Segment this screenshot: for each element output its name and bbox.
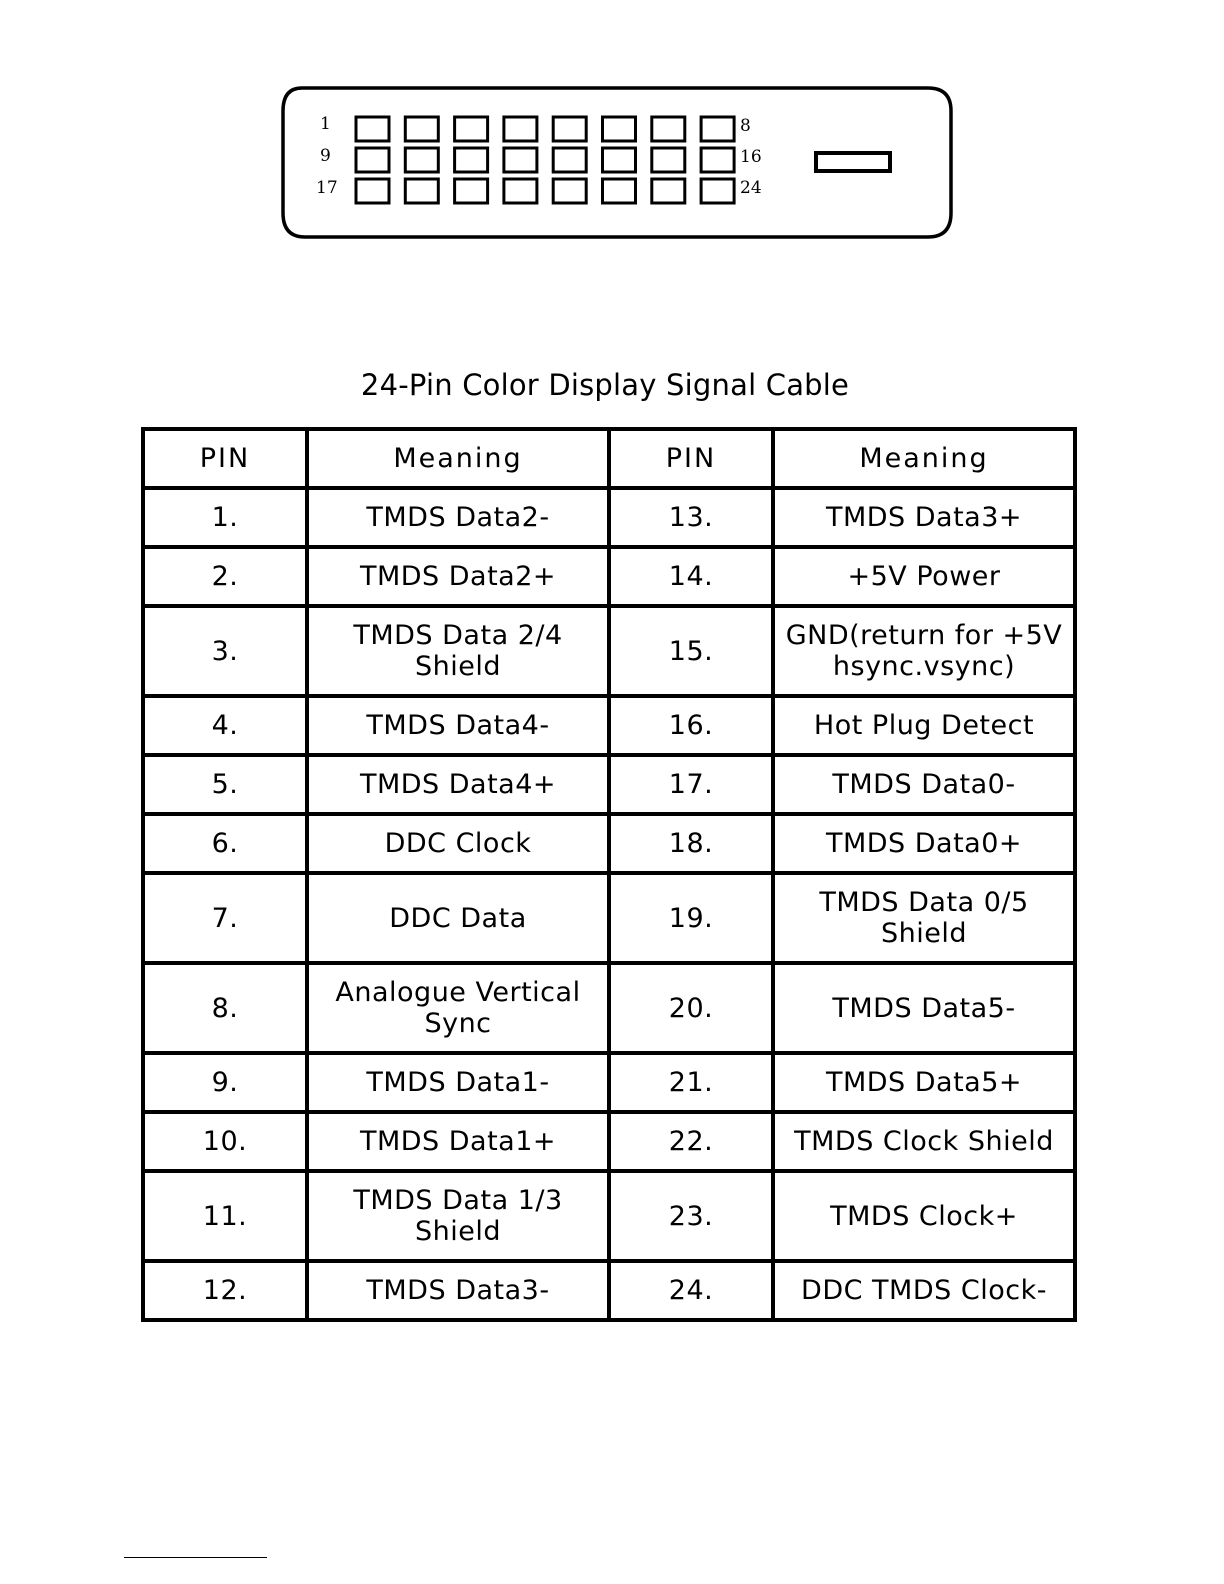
pin-cell: 2. [143, 547, 307, 606]
connector-pin-17 [356, 179, 389, 203]
pin-cell: 13. [609, 488, 773, 547]
connector-pin-13 [553, 148, 586, 172]
pin-cell: 14. [609, 547, 773, 606]
pin-cell: 21. [609, 1053, 773, 1112]
pin-cell: 11. [143, 1171, 307, 1261]
table-title: 24-Pin Color Display Signal Cable [360, 368, 850, 402]
meaning-cell: DDC Clock [307, 814, 609, 873]
pin-cell: 23. [609, 1171, 773, 1261]
connector-pin-21 [553, 179, 586, 203]
table-row [143, 1261, 1075, 1320]
flat-blade-pin [816, 153, 890, 171]
connector-pin-5 [553, 117, 586, 141]
pin-cell: 1. [143, 488, 307, 547]
table-row [143, 547, 1075, 606]
connector-pin-4 [504, 117, 537, 141]
connector-pin-9 [356, 148, 389, 172]
table-row [143, 696, 1075, 755]
pin-cell: 9. [143, 1053, 307, 1112]
pin-cell: 24. [609, 1261, 773, 1320]
meaning-cell: TMDS Data4- [307, 696, 609, 755]
meaning-cell: TMDS Data5- [773, 963, 1075, 1053]
table-header-row [143, 429, 1075, 488]
connector-pin-8 [701, 117, 734, 141]
connector-pin-12 [504, 148, 537, 172]
connector-outline [283, 88, 951, 237]
pin-cell: 17. [609, 755, 773, 814]
connector-pin-14 [603, 148, 636, 172]
pin-cell: 7. [143, 873, 307, 963]
meaning-cell: TMDS Data3+ [773, 488, 1075, 547]
connector-pin-1 [356, 117, 389, 141]
pin-cell: 6. [143, 814, 307, 873]
table-row [143, 1112, 1075, 1171]
meaning-cell: TMDS Data2+ [307, 547, 609, 606]
table-row [143, 755, 1075, 814]
connector-pin-15 [652, 148, 685, 172]
connector-pin-11 [455, 148, 488, 172]
table-row [143, 1053, 1075, 1112]
pin-cell: 15. [609, 606, 773, 696]
row-label-24: 24 [740, 178, 762, 198]
table-row [143, 606, 1075, 696]
meaning-cell: TMDS Data4+ [307, 755, 609, 814]
meaning-cell: DDC TMDS Clock- [773, 1261, 1075, 1320]
row-label-17: 17 [316, 178, 338, 198]
meaning-cell: TMDS Data 2/4 Shield [307, 606, 609, 696]
meaning-cell: TMDS Data3- [307, 1261, 609, 1320]
table-row [143, 1171, 1075, 1261]
pin-cell: 8. [143, 963, 307, 1053]
meaning-cell: DDC Data [307, 873, 609, 963]
pin-cell: 16. [609, 696, 773, 755]
row-label-9: 9 [320, 146, 331, 166]
meaning-cell: TMDS Data5+ [773, 1053, 1075, 1112]
header-meaning-right: Meaning [773, 429, 1075, 488]
pin-cell: 19. [609, 873, 773, 963]
meaning-cell: TMDS Data 0/5 Shield [773, 873, 1075, 963]
connector-pin-16 [701, 148, 734, 172]
pin-cell: 10. [143, 1112, 307, 1171]
row-label-1: 1 [320, 114, 331, 134]
connector-pin-18 [405, 179, 438, 203]
connector-pin-3 [455, 117, 488, 141]
connector-pin-19 [455, 179, 488, 203]
pin-grid [356, 117, 734, 203]
meaning-cell: TMDS Data 1/3 Shield [307, 1171, 609, 1261]
header-pin-right: PIN [609, 429, 773, 488]
pin-cell: 22. [609, 1112, 773, 1171]
meaning-cell: TMDS Data2- [307, 488, 609, 547]
pin-cell: 4. [143, 696, 307, 755]
connector-pin-7 [652, 117, 685, 141]
pin-assignment-table [141, 427, 1077, 1322]
meaning-cell: TMDS Data1+ [307, 1112, 609, 1171]
connector-pin-24 [701, 179, 734, 203]
pin-cell: 3. [143, 606, 307, 696]
table-row [143, 488, 1075, 547]
header-meaning-left: Meaning [307, 429, 609, 488]
meaning-cell: GND(return for +5V hsync.vsync) [773, 606, 1075, 696]
meaning-cell: Analogue Vertical Sync [307, 963, 609, 1053]
meaning-cell: +5V Power [773, 547, 1075, 606]
table-row [143, 963, 1075, 1053]
footnote-separator [124, 1557, 267, 1558]
meaning-cell: TMDS Clock Shield [773, 1112, 1075, 1171]
meaning-cell: TMDS Clock+ [773, 1171, 1075, 1261]
pin-cell: 20. [609, 963, 773, 1053]
header-pin-left: PIN [143, 429, 307, 488]
pin-cell: 18. [609, 814, 773, 873]
pin-cell: 12. [143, 1261, 307, 1320]
connector-pin-23 [652, 179, 685, 203]
meaning-cell: Hot Plug Detect [773, 696, 1075, 755]
connector-pin-20 [504, 179, 537, 203]
table-row [143, 873, 1075, 963]
row-label-16: 16 [740, 147, 762, 167]
table-body [143, 488, 1075, 1320]
table-row [143, 814, 1075, 873]
connector-pin-6 [603, 117, 636, 141]
connector-pin-10 [405, 148, 438, 172]
row-label-8: 8 [740, 116, 751, 136]
connector-pin-22 [603, 179, 636, 203]
meaning-cell: TMDS Data0+ [773, 814, 1075, 873]
meaning-cell: TMDS Data0- [773, 755, 1075, 814]
pin-cell: 5. [143, 755, 307, 814]
dvi-connector-diagram [280, 85, 955, 245]
meaning-cell: TMDS Data1- [307, 1053, 609, 1112]
connector-pin-2 [405, 117, 438, 141]
